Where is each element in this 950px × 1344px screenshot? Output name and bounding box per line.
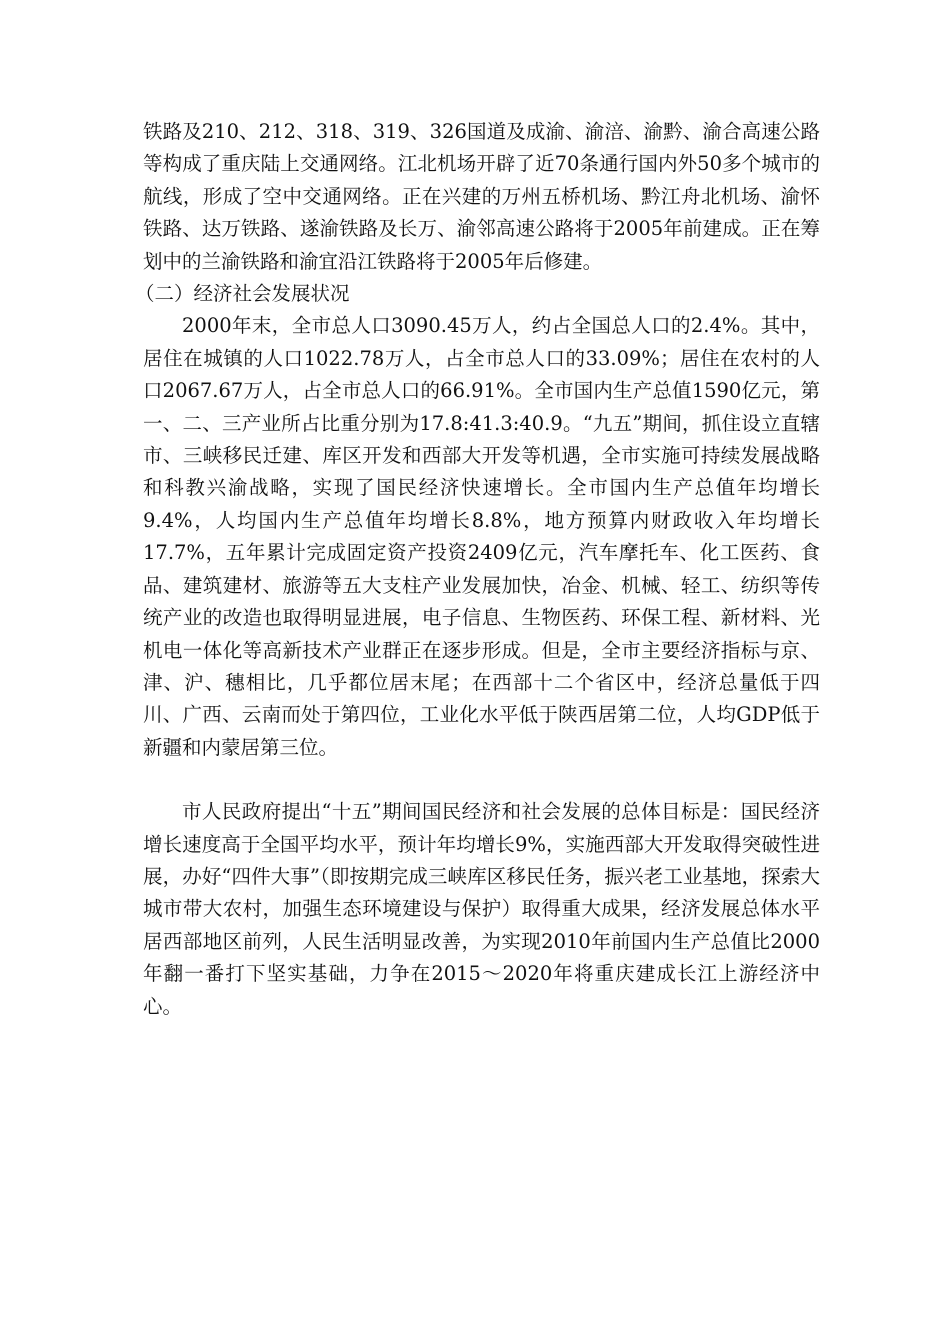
economy-paragraph: 2000年末，全市总人口3090.45万人，约占全国总人口的2.4%。其中，居住在城镇的人口1022.78万人，占全市总人口的33.09%；居住在农村的人口2067.67万人，占全市总人口的66.91%。全市国内生产总值1590亿元，第一、二、三产业所占比重分别为17.8:41.3:40.9。“九五”期间，抓住设立直辖市、三峡移民迁建、库区开发和西部大开发等机遇，全市实施可持续发展战略和科教兴渝战略，实现了国民经济快速增长。全市国内生产总值年均增长9.4%，人均国内生产总值年均增长8.8%，地方预算内财政收入年均增长17.7%，五年累计完成固定资产投资2409亿元，汽车摩托车、化工医药、食品、建筑建材、旅游等五大支柱产业发展加快，冶金、机械、轻工、纺织等传统产业的改造也取得明显进展，电子信息、生物医药、环保工程、新材料、光机电一体化等高新技术产业群正在逐步形成。但是，全市主要经济指标与京、津、沪、穗相比，几乎都位居末尾；在西部十二个省区中，经济总量低于四川、广西、云南而处于第四位，工业化水平低于陕西居第二位，人均GDP低于新疆和内蒙居第三位。 <box>143 314 820 759</box>
goals-paragraph: 市人民政府提出“十五”期间国民经济和社会发展的总体目标是：国民经济增长速度高于全国平均水平，预计年均增长9%，实施西部大开发取得突破性进展，办好“四件大事”（即按期完成三峡库区移民任务，振兴老工业基地，探索大城市带大农村，加强生态环境建设与保护）取得重大成果，经济发展总体水平居西部地区前列，人民生活明显改善，为实现2010年前国内生产总值比2000年翻一番打下坚实基础，力争在2015～2020年将重庆建成长江上游经济中心。 <box>143 800 820 1018</box>
transport-paragraph: 铁路及210、212、318、319、326国道及成渝、渝涪、渝黔、渝合高速公路等构成了重庆陆上交通网络。江北机场开辟了近70条通行国内外50多个城市的航线，形成了空中交通网络。正在兴建的万州五桥机场、黔江舟北机场、渝怀铁路、达万铁路、遂渝铁路及长万、渝邻高速公路将于2005年前建成。正在筹划中的兰渝铁路和渝宜沿江铁路将于2005年后修建。 <box>143 120 820 273</box>
paragraph-gap <box>143 764 820 796</box>
document-page <box>135 116 820 1023</box>
section-heading: （二）经济社会发展状况 <box>135 282 350 306</box>
